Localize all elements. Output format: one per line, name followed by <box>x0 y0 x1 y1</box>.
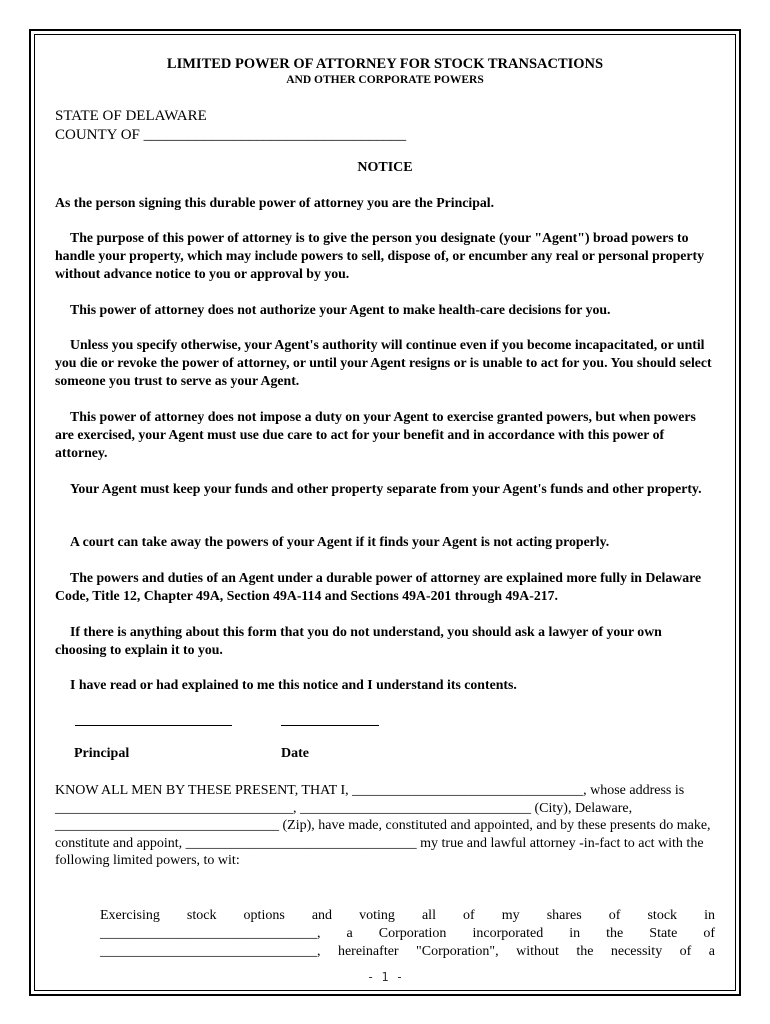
state-line: STATE OF DELAWARE <box>55 108 207 124</box>
document-subtitle: AND OTHER CORPORATE POWERS <box>286 74 484 86</box>
notice-paragraph: A court can take away the powers of your Agent if it finds your Agent is not acting properly. <box>70 534 610 549</box>
notice-heading: NOTICE <box>357 160 413 175</box>
document-title: LIMITED POWER OF ATTORNEY FOR STOCK TRANSACTIONS <box>166 56 604 72</box>
date-signature-line[interactable] <box>281 725 379 726</box>
notice-paragraph: The purpose of this power of attorney is to give the person you designate (your "Agent") broad powers to handle your property, which may include powers to sell, dispose of, or encumber any real or personal property without advance notice to you or approval by you. <box>55 230 704 281</box>
notice-paragraph: This power of attorney does not authorize your Agent to make health-care decisions for you. <box>70 302 611 317</box>
notice-paragraph: Your Agent must keep your funds and other property separate from your Agent's funds and other property. <box>70 481 702 496</box>
page-number: - 1 - <box>366 970 404 984</box>
notice-paragraph: Unless you specify otherwise, your Agent's authority will continue even if you become incapacitated, or until you die or revoke the power of attorney, or until your Agent resigns or is unable to act for you. You should select someone you trust to serve as your Agent. <box>55 337 712 388</box>
principal-signature-line[interactable] <box>75 725 232 726</box>
notice-paragraph: The powers and duties of an Agent under a durable power of attorney are explained more fully in Delaware Code, Title 12, Chapter 49A, Section 49A-114 and Sections 49A-201 through 49A-217. <box>55 570 702 603</box>
appointment-paragraph: KNOW ALL MEN BY THESE PRESENT, THAT I, _________________________________, whose address is __________________________________, _________________________________ (City), Delaware, ________________________________ (Zip), have made, constituted and appointed, and by these presents do make, constitute and appoint, _________________________________ my true and lawful attorney -in-fact to act with the following limited powers, to wit: <box>55 783 711 869</box>
notice-paragraph: This power of attorney does not impose a duty on your Agent to exercise granted powers, but when powers are exercised, your Agent must use due care to act for your benefit and in accordance with this power of attorney. <box>55 409 696 460</box>
notice-paragraph: As the person signing this durable power of attorney you are the Principal. <box>55 195 495 210</box>
document-page <box>55 56 715 984</box>
grant-line: _______________________________, hereinafter "Corporation", without the necessity of a <box>100 944 715 959</box>
county-line: COUNTY OF ___________________________________ <box>55 127 407 143</box>
grant-line: Exercising stock options and voting all of my shares of stock in <box>100 908 715 923</box>
date-label: Date <box>281 746 309 761</box>
venue-block <box>55 107 406 145</box>
notice-paragraph: If there is anything about this form that you do not understand, you should ask a lawyer of your own choosing to explain it to you. <box>55 624 662 657</box>
notice-paragraph: I have read or had explained to me this notice and I understand its contents. <box>70 677 517 692</box>
principal-label: Principal <box>74 746 130 761</box>
grant-line: _______________________________, a Corporation incorporated in the State of <box>100 926 715 941</box>
